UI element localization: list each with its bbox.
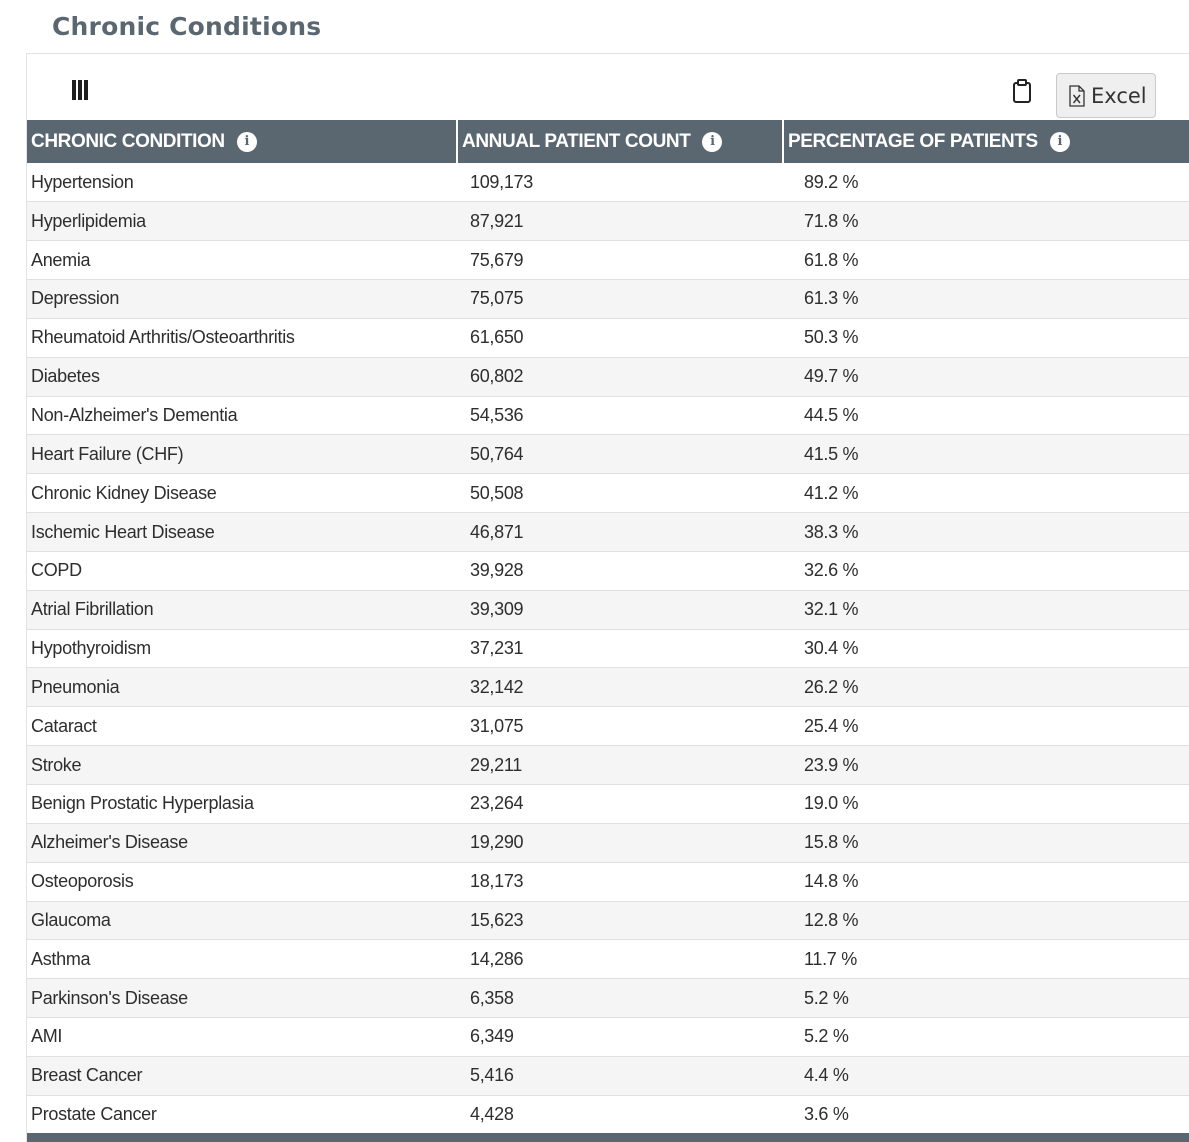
condition-cell: Pneumonia — [27, 668, 457, 707]
condition-cell: Prostate Cancer — [27, 1095, 457, 1134]
patient-count-cell: 54,536 — [457, 396, 783, 435]
table-header-row — [27, 120, 1189, 163]
table-row — [27, 940, 1189, 979]
patient-count-cell: 29,211 — [457, 746, 783, 785]
clipboard-icon[interactable] — [1012, 79, 1032, 103]
condition-cell: Heart Failure (CHF) — [27, 435, 457, 474]
percentage-cell: 5.2 % — [783, 1018, 1189, 1057]
condition-cell: AMI — [27, 1018, 457, 1057]
patient-count-cell: 6,358 — [457, 979, 783, 1018]
table-row — [27, 318, 1189, 357]
patient-count-cell: 19,290 — [457, 823, 783, 862]
patient-count-cell: 61,650 — [457, 318, 783, 357]
patient-count-cell: 50,508 — [457, 474, 783, 513]
percentage-cell: 4.4 % — [783, 1056, 1189, 1095]
percentage-cell: 32.1 % — [783, 590, 1189, 629]
patient-count-cell: 23,264 — [457, 785, 783, 824]
percentage-cell: 41.2 % — [783, 474, 1189, 513]
condition-cell: Depression — [27, 280, 457, 319]
percentage-cell: 11.7 % — [783, 940, 1189, 979]
condition-cell: Stroke — [27, 746, 457, 785]
table-row — [27, 901, 1189, 940]
percentage-cell: 14.8 % — [783, 862, 1189, 901]
table-row — [27, 707, 1189, 746]
table-row — [27, 435, 1189, 474]
percentage-cell: 49.7 % — [783, 357, 1189, 396]
table-row — [27, 1018, 1189, 1057]
header-label: ANNUAL PATIENT COUNT — [462, 130, 691, 152]
condition-cell: Breast Cancer — [27, 1056, 457, 1095]
table-row — [27, 746, 1189, 785]
chronic-conditions-table — [27, 120, 1189, 1135]
percentage-cell: 26.2 % — [783, 668, 1189, 707]
patient-count-cell: 75,075 — [457, 280, 783, 319]
condition-cell: Diabetes — [27, 357, 457, 396]
patient-count-cell: 6,349 — [457, 1018, 783, 1057]
table-row — [27, 1056, 1189, 1095]
table-row — [27, 163, 1189, 202]
table-row — [27, 862, 1189, 901]
table-row — [27, 823, 1189, 862]
patient-count-cell: 32,142 — [457, 668, 783, 707]
patient-count-cell: 60,802 — [457, 357, 783, 396]
info-icon[interactable]: i — [1050, 132, 1070, 152]
table-row — [27, 979, 1189, 1018]
percentage-cell: 23.9 % — [783, 746, 1189, 785]
table-row — [27, 551, 1189, 590]
percentage-cell: 12.8 % — [783, 901, 1189, 940]
info-icon[interactable]: i — [237, 132, 257, 152]
table-footer-bar — [27, 1133, 1189, 1142]
percentage-cell: 71.8 % — [783, 202, 1189, 241]
condition-cell: Hypertension — [27, 163, 457, 202]
percentage-cell: 50.3 % — [783, 318, 1189, 357]
percentage-cell: 44.5 % — [783, 396, 1189, 435]
condition-cell: Parkinson's Disease — [27, 979, 457, 1018]
header-percentage-of-patients[interactable] — [783, 120, 1189, 163]
patient-count-cell: 50,764 — [457, 435, 783, 474]
percentage-cell: 32.6 % — [783, 551, 1189, 590]
condition-cell: Glaucoma — [27, 901, 457, 940]
table-panel — [26, 53, 1189, 1142]
header-label: CHRONIC CONDITION — [31, 130, 225, 152]
patient-count-cell: 46,871 — [457, 513, 783, 552]
table-row — [27, 513, 1189, 552]
table-toolbar — [27, 54, 1189, 120]
condition-cell: Cataract — [27, 707, 457, 746]
table-body — [27, 163, 1189, 1134]
percentage-cell: 15.8 % — [783, 823, 1189, 862]
table-row — [27, 357, 1189, 396]
percentage-cell: 25.4 % — [783, 707, 1189, 746]
table-row — [27, 474, 1189, 513]
columns-icon[interactable] — [72, 80, 90, 100]
condition-cell: Osteoporosis — [27, 862, 457, 901]
percentage-cell: 3.6 % — [783, 1095, 1189, 1134]
page-title: Chronic Conditions — [52, 12, 322, 41]
percentage-cell: 61.8 % — [783, 241, 1189, 280]
condition-cell: Anemia — [27, 241, 457, 280]
table-row — [27, 629, 1189, 668]
header-label: PERCENTAGE OF PATIENTS — [788, 130, 1038, 152]
patient-count-cell: 109,173 — [457, 163, 783, 202]
percentage-cell: 5.2 % — [783, 979, 1189, 1018]
condition-cell: Hypothyroidism — [27, 629, 457, 668]
patient-count-cell: 15,623 — [457, 901, 783, 940]
table-row — [27, 590, 1189, 629]
percentage-cell: 30.4 % — [783, 629, 1189, 668]
condition-cell: Chronic Kidney Disease — [27, 474, 457, 513]
table-row — [27, 241, 1189, 280]
patient-count-cell: 87,921 — [457, 202, 783, 241]
table-row — [27, 396, 1189, 435]
patient-count-cell: 39,309 — [457, 590, 783, 629]
table-row — [27, 202, 1189, 241]
table-row — [27, 785, 1189, 824]
patient-count-cell: 37,231 — [457, 629, 783, 668]
condition-cell: Atrial Fibrillation — [27, 590, 457, 629]
patient-count-cell: 4,428 — [457, 1095, 783, 1134]
table-row — [27, 1095, 1189, 1134]
condition-cell: Alzheimer's Disease — [27, 823, 457, 862]
percentage-cell: 38.3 % — [783, 513, 1189, 552]
patient-count-cell: 14,286 — [457, 940, 783, 979]
percentage-cell: 61.3 % — [783, 280, 1189, 319]
patient-count-cell: 39,928 — [457, 551, 783, 590]
condition-cell: Asthma — [27, 940, 457, 979]
percentage-cell: 89.2 % — [783, 163, 1189, 202]
condition-cell: Benign Prostatic Hyperplasia — [27, 785, 457, 824]
excel-export-button[interactable] — [1056, 73, 1156, 118]
excel-button-label: Excel — [1091, 83, 1147, 108]
table-row — [27, 668, 1189, 707]
condition-cell: Ischemic Heart Disease — [27, 513, 457, 552]
patient-count-cell: 18,173 — [457, 862, 783, 901]
table-row — [27, 280, 1189, 319]
excel-file-icon — [1069, 85, 1085, 107]
percentage-cell: 19.0 % — [783, 785, 1189, 824]
condition-cell: Rheumatoid Arthritis/Osteoarthritis — [27, 318, 457, 357]
condition-cell: Hyperlipidemia — [27, 202, 457, 241]
header-annual-patient-count[interactable] — [457, 120, 783, 163]
patient-count-cell: 75,679 — [457, 241, 783, 280]
percentage-cell: 41.5 % — [783, 435, 1189, 474]
condition-cell: Non-Alzheimer's Dementia — [27, 396, 457, 435]
condition-cell: COPD — [27, 551, 457, 590]
patient-count-cell: 31,075 — [457, 707, 783, 746]
patient-count-cell: 5,416 — [457, 1056, 783, 1095]
info-icon[interactable]: i — [702, 132, 722, 152]
header-chronic-condition[interactable] — [27, 120, 457, 163]
